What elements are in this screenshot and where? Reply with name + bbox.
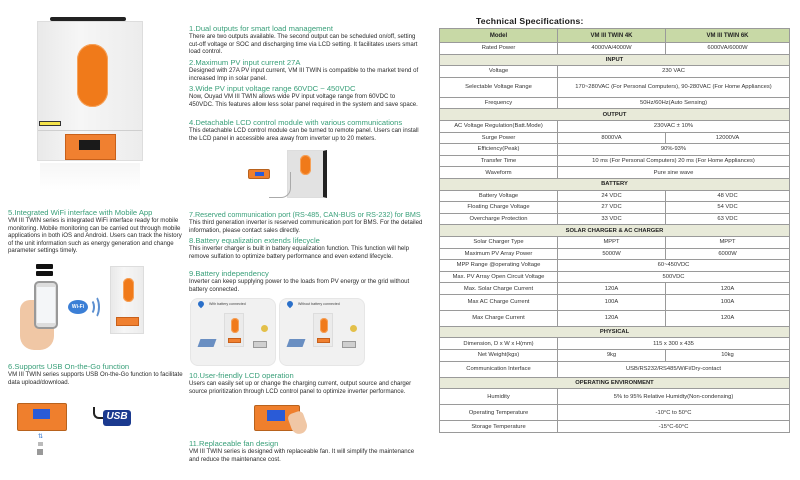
spec-header-4k: VM III TWIN 4K	[558, 29, 666, 43]
spec-row-value-6k: 63 VDC	[666, 213, 790, 225]
spec-row-value-4k: 9kg	[558, 350, 666, 362]
spec-row-value-6k: 100A	[666, 294, 790, 310]
spec-row-label: Storage Temperature	[440, 421, 558, 433]
feature-3-title: 3.Wide PV input voltage range 60VDC ~ 450VDC	[189, 84, 356, 93]
spec-row	[440, 43, 790, 55]
spec-row-value: 60~450VDC	[558, 260, 790, 272]
feature-10-body: Users can easily set up or change the charging current, output source and charger source prioritization through LCD control panel to optimize inverter performance.	[189, 380, 412, 395]
inverter-orange-panel	[320, 318, 328, 333]
diagram-inverter	[224, 313, 244, 347]
spec-section-row	[440, 326, 790, 338]
spec-row-value: -10°C to 50°C	[558, 405, 790, 421]
spec-row	[440, 213, 790, 225]
usb-port-icon	[38, 442, 43, 446]
spec-row-value-4k: 120A	[558, 283, 666, 295]
solar-panel-icon	[198, 339, 217, 347]
diagram-inverter	[313, 313, 333, 347]
spec-row	[440, 361, 790, 377]
spec-body	[440, 43, 790, 433]
spec-row-value: -15°C-60°C	[558, 421, 790, 433]
spec-header-6k: VM III TWIN 6K	[666, 29, 790, 43]
feature-8-title: 8.Battery equalization extends lifecycle	[189, 236, 320, 245]
spec-row-label: Max Charge Current	[440, 310, 558, 326]
spec-row-label: Humidity	[440, 389, 558, 405]
spec-row-label: MPP Range @operating Voltage	[440, 260, 558, 272]
spec-row	[440, 283, 790, 295]
spec-row-value: 90%-93%	[558, 144, 790, 156]
spec-row-value-4k: 24 VDC	[558, 190, 666, 202]
spec-row-value: 230 VAC	[558, 66, 790, 78]
spec-section-row	[440, 54, 790, 66]
spec-row-label: Dimension, D x W x H(mm)	[440, 338, 558, 350]
spec-row	[440, 132, 790, 144]
usb-logo-icon: USB	[103, 410, 131, 426]
spec-row-value-6k: 48 VDC	[666, 190, 790, 202]
spec-row-value-4k: 120A	[558, 310, 666, 326]
spec-row	[440, 167, 790, 179]
diagram-without-battery-label: Without battery connected	[298, 302, 340, 306]
smartphone-screen	[37, 287, 55, 323]
feature-7-title: 7.Reserved communication port (RS-485, CAN-BUS or RS-232) for BMS	[189, 210, 421, 219]
feature-1-title: 1.Dual outputs for smart load management	[189, 24, 333, 33]
spec-header-model: Model	[440, 29, 558, 43]
spec-section-title: INPUT	[440, 54, 790, 66]
spec-row-value-6k: 6000W	[666, 248, 790, 260]
lcd-module-screen	[33, 409, 50, 419]
spec-row	[440, 66, 790, 78]
spec-row	[440, 144, 790, 156]
inverter-orange-panel	[300, 155, 311, 175]
usb-cable	[93, 407, 103, 419]
feature-5-body: VM III TWIN series is integrated WiFi interface ready for mobile monitoring. Mobile monitoring can be carried out through mobile applications in both iOS and Android. Users can track the history of the unit information such as energy generation and change parameter settings timely.	[8, 217, 182, 255]
feature-10-title: 10.User-friendly LCD operation	[189, 371, 294, 380]
spec-row-value: 500VDC	[558, 271, 790, 283]
spec-row	[440, 77, 790, 97]
diagram-with-battery	[190, 298, 276, 366]
spec-row-value-4k: 4000VA/4000W	[558, 43, 666, 55]
spec-row-label: Max AC Charge Current	[440, 294, 558, 310]
inverter-lcd-panel	[65, 134, 116, 160]
inverter-orange-panel	[77, 44, 108, 107]
spec-section-title: PHYSICAL	[440, 326, 790, 338]
spec-section-title: OPERATING ENVIRONMENT	[440, 377, 790, 389]
lcd-module-usb	[17, 403, 67, 431]
smartphone	[34, 281, 58, 329]
diagram-without-battery	[279, 298, 365, 366]
wifi-icon: Wi-Fi	[68, 300, 88, 314]
battery-icon	[253, 341, 267, 348]
spec-row-label: Floating Charge Voltage	[440, 202, 558, 214]
spec-row-label: Net Weight(kgs)	[440, 350, 558, 362]
feature-9-body: Inverter can keep supplying power to the loads from PV energy or the grid without battery connected.	[189, 278, 410, 293]
spec-row	[440, 97, 790, 109]
inverter-orange-panel	[231, 318, 239, 333]
spec-row-value-4k: 27 VDC	[558, 202, 666, 214]
spec-section-title: SOLAR CHARGER & AC CHARGER	[440, 225, 790, 237]
spec-row-value-6k: 6000VA/6000W	[666, 43, 790, 55]
spec-row-value-6k: 54 VDC	[666, 202, 790, 214]
pointing-hand-icon	[287, 410, 310, 436]
inverter-lcd-panel	[228, 338, 241, 343]
lcd-control-screen	[267, 410, 285, 421]
spec-row-label: Efficiency(Peak)	[440, 144, 558, 156]
data-transfer-arrows-icon: ⇅	[38, 434, 44, 440]
spec-row	[440, 248, 790, 260]
inverter-seam	[38, 130, 142, 131]
inverter-lcd-screen	[79, 140, 100, 150]
spec-row	[440, 350, 790, 362]
spec-row	[440, 260, 790, 272]
spec-table	[439, 28, 790, 433]
google-play-badge	[36, 271, 53, 276]
feature-6-body: VM III TWIN series supports USB On-the-Go function to facilitate data upload/download.	[8, 371, 183, 386]
spec-row-label: Waveform	[440, 167, 558, 179]
load-icon	[261, 325, 268, 332]
spec-row-label: Frequency	[440, 97, 558, 109]
spec-row-label: Surge Power	[440, 132, 558, 144]
spec-row-value: 170~280VAC (For Personal Computers), 90-280VAC (For Home Appliances)	[558, 77, 790, 97]
spec-row	[440, 338, 790, 350]
feature-2-title: 2.Maximum PV input current 27A	[189, 58, 301, 67]
spec-row-value: Pure sine wave	[558, 167, 790, 179]
spec-row	[440, 310, 790, 326]
spec-row-value-4k: MPPT	[558, 236, 666, 248]
remote-lcd-screen	[255, 172, 264, 176]
spec-row	[440, 120, 790, 132]
spec-row	[440, 202, 790, 214]
lcd-cable	[269, 172, 291, 198]
spec-row	[440, 421, 790, 433]
spec-row-label: Rated Power	[440, 43, 558, 55]
spec-row	[440, 155, 790, 167]
spec-row	[440, 294, 790, 310]
inverter-reflection	[40, 163, 140, 191]
spec-heading: Technical Specifications:	[476, 16, 584, 26]
spec-row-value-6k: MPPT	[666, 236, 790, 248]
load-icon	[350, 325, 357, 332]
wifi-signal-icon	[88, 295, 100, 319]
spec-row-label: Max. Solar Charge Current	[440, 283, 558, 295]
feature-8-body: This inverter charger is built in battery equalization function. This function will help remove sulfation to optimize battery performance and even extend lifecycle.	[189, 245, 410, 260]
spec-row-value: 115 x 300 x 435	[558, 338, 790, 350]
feature-6-title: 6.Supports USB On-the-Go function	[8, 362, 130, 371]
app-store-badge	[36, 264, 53, 269]
remote-lcd-module	[248, 169, 270, 179]
feature-4-body: This detachable LCD control module can be turned to remote panel. Users can install the LCD panel in accessible area away from inverter up to 20 meters.	[189, 127, 419, 142]
location-pin-icon	[197, 300, 205, 308]
usb-drive-icon	[37, 449, 43, 455]
spec-row-value-6k: 10kg	[666, 350, 790, 362]
spec-row-label: Voltage	[440, 66, 558, 78]
spec-row-value-4k: 100A	[558, 294, 666, 310]
spec-row	[440, 405, 790, 421]
inverter-lcd-panel	[317, 338, 330, 343]
spec-row	[440, 190, 790, 202]
spec-section-row	[440, 377, 790, 389]
feature-9-title: 9.Battery independency	[189, 269, 269, 278]
spec-row-label: Operating Temperature	[440, 405, 558, 421]
spec-row-label: Transfer Time	[440, 155, 558, 167]
feature-1-body: There are two outputs available. The second output can be scheduled on/off, setting cut-off voltage or SOC and discharging time via LCD setting. It facilitates users smart load control.	[189, 33, 418, 56]
location-pin-icon	[286, 300, 294, 308]
feature-11-body: VM III TWIN series is designed with replaceable fan. It will simplify the maintenance and reduce the maintenance cost.	[189, 448, 415, 463]
spec-row-value-4k: 33 VDC	[558, 213, 666, 225]
spec-section-title: BATTERY	[440, 178, 790, 190]
feature-11-title: 11.Replaceable fan design	[189, 439, 279, 448]
spec-row-value-6k: 120A	[666, 283, 790, 295]
spec-row-value: 50Hz/60Hz(Auto Sensing)	[558, 97, 790, 109]
spec-section-row	[440, 225, 790, 237]
spec-row	[440, 389, 790, 405]
feature-4-title: 4.Detachable LCD control module with various communications	[189, 118, 403, 127]
spec-row-label: Maximum PV Array Power	[440, 248, 558, 260]
inverter-body	[37, 21, 143, 161]
spec-row-value: 10 ms (For Personal Computers) 20 ms (For Home Appliances)	[558, 155, 790, 167]
spec-header-row	[440, 29, 790, 43]
feature-2-body: Designed with 27A PV input current, VM III TWIN is compatible to the market trend of increased Imp in solar panel.	[189, 67, 419, 82]
spec-row-label: Selectable Voltage Range	[440, 77, 558, 97]
spec-row-label: Overcharge Protection	[440, 213, 558, 225]
caution-label	[39, 121, 61, 126]
diagram-with-battery-label: With battery connected	[209, 302, 246, 306]
spec-row-label: Battery Voltage	[440, 190, 558, 202]
spec-row-label: Max. PV Array Open Circuit Voltage	[440, 271, 558, 283]
solar-panel-icon	[287, 339, 306, 347]
inverter-side-view	[287, 150, 327, 198]
spec-section-row	[440, 178, 790, 190]
spec-row-label: Communication Interface	[440, 361, 558, 377]
spec-row-value: USB/RS232/RS485/WiFi/Dry-contact	[558, 361, 790, 377]
inverter-lcd-panel	[116, 317, 139, 326]
spec-row-label: AC Voltage Regulation(Batt.Mode)	[440, 120, 558, 132]
spec-row-value-4k: 5000W	[558, 248, 666, 260]
spec-row-value-6k: 120A	[666, 310, 790, 326]
spec-row	[440, 236, 790, 248]
feature-3-body: Now, Ouyad VM III TWIN allows wide PV input voltage range from 60VDC to 450VDC. This features allow less solar panel required in the system and save space.	[189, 93, 418, 108]
spec-section-row	[440, 109, 790, 121]
inverter-orange-panel	[123, 278, 134, 302]
inverter-wifi-image	[110, 266, 144, 334]
battery-icon-disconnected	[342, 341, 356, 348]
spec-row-value: 230VAC ± 10%	[558, 120, 790, 132]
spec-row-value-6k: 12000VA	[666, 132, 790, 144]
spec-row-value-4k: 8000VA	[558, 132, 666, 144]
feature-7-body: This third generation inverter is reserved communication port for BMS. For the detailed information, please contact sales directly.	[189, 219, 423, 234]
feature-5-title: 5.Integrated WiFi interface with Mobile App	[8, 208, 153, 217]
spec-row-label: Solar Charger Type	[440, 236, 558, 248]
spec-row	[440, 271, 790, 283]
spec-section-title: OUTPUT	[440, 109, 790, 121]
spec-row-value: 5% to 95% Relative Humidty(Non-condensing)	[558, 389, 790, 405]
